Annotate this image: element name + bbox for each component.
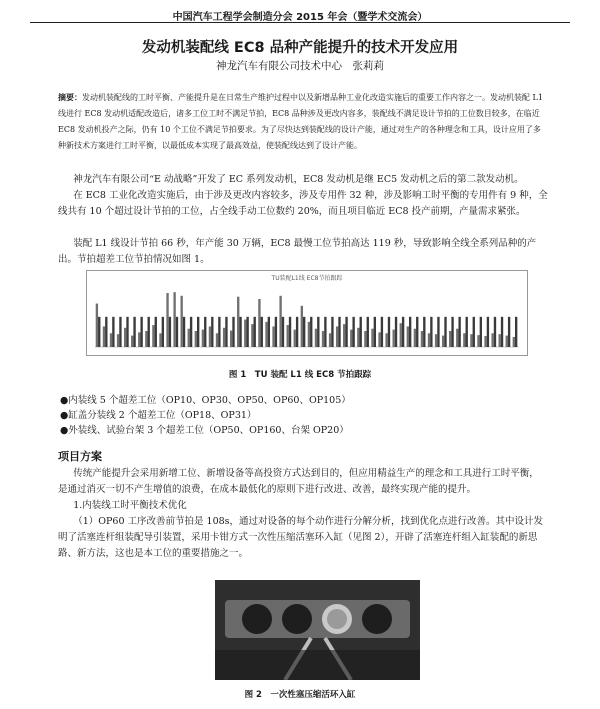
chart-bar bbox=[152, 325, 154, 347]
chart-bar bbox=[112, 317, 114, 347]
chart-bar bbox=[477, 335, 479, 347]
chart-bar bbox=[239, 317, 241, 347]
chart-bar bbox=[225, 317, 227, 347]
chart-bar bbox=[449, 331, 451, 347]
chart-bar bbox=[409, 317, 411, 347]
chart-bar bbox=[435, 334, 437, 347]
chart-bar bbox=[105, 317, 107, 347]
chart-bar bbox=[98, 317, 100, 347]
chart-bar bbox=[237, 297, 239, 347]
list-item: ●外装线、试验台架 3 个超差工位（OP50、OP160、台架 OP20） bbox=[60, 425, 349, 436]
chart-bar bbox=[456, 329, 458, 347]
chart-bar bbox=[131, 336, 133, 347]
chart-bar bbox=[124, 328, 126, 347]
chart-bar bbox=[202, 330, 204, 347]
chart-bar bbox=[148, 317, 150, 347]
chart-bar bbox=[166, 293, 168, 347]
chart-bar bbox=[197, 317, 199, 347]
chart-title: TU装配L1线 EC8节拍跟踪 bbox=[271, 275, 343, 282]
chart-bar bbox=[374, 317, 376, 347]
chart-bar bbox=[499, 334, 501, 347]
chart-bar bbox=[494, 317, 496, 347]
chart-bar bbox=[310, 317, 312, 347]
chart-bar bbox=[155, 317, 157, 347]
paragraph-2: 在 EC8 工业化改造实施后，由于涉及更改内容较多，涉及专用件 32 种，涉及影响工时平衡的专用件有 9 种，全线共有 10 个超过设计节拍的工位，占全线手动工位数约 20%，而且项目临近 EC8 投产前期，产量需求紧张。 bbox=[58, 190, 548, 217]
chart-bar bbox=[388, 317, 390, 347]
chart-bar bbox=[484, 336, 486, 347]
chart-bar bbox=[258, 299, 260, 347]
chart-bar bbox=[145, 331, 147, 347]
chart-bar bbox=[395, 317, 397, 347]
chart-bar bbox=[103, 326, 105, 347]
chart-bar bbox=[338, 317, 340, 347]
chart-bar bbox=[244, 320, 246, 347]
chart-bar bbox=[421, 331, 423, 347]
chart-bar bbox=[188, 329, 190, 347]
chart-bar bbox=[331, 317, 333, 347]
section-title: 项目方案 bbox=[58, 450, 102, 463]
chart-bar bbox=[275, 317, 277, 347]
chart-bar bbox=[430, 317, 432, 347]
chart-bar bbox=[487, 317, 489, 347]
chart-bar bbox=[400, 323, 402, 347]
chart-bar bbox=[381, 317, 383, 347]
chart-bar bbox=[352, 317, 354, 347]
chart-bar bbox=[336, 326, 338, 347]
chart-bar bbox=[378, 332, 380, 347]
chart-bar bbox=[265, 322, 267, 347]
chart-bar bbox=[515, 317, 517, 347]
chart-bar bbox=[451, 317, 453, 347]
list-item: ●内装线 5 个超差工位（OP10、OP30、OP50、OP60、OP105） bbox=[60, 395, 351, 406]
chart-bar bbox=[322, 331, 324, 347]
chart-bar bbox=[110, 333, 112, 347]
chart-bar bbox=[117, 334, 119, 347]
chart-bar bbox=[246, 317, 248, 347]
chart-bar bbox=[279, 296, 281, 347]
abstract-text: 发动机装配线的工时平衡、产能提升是在日常生产维护过程中以及新增品种工业化改造实施后的重要工作内容之一。发动机装配 L1 线进行 EC8 发动机适配改造后，诸多工位工时不满足节拍，EC8 品种涉及更改内容多，装配线不满足设计节拍的工位数目较多，在临近 EC8 发动机投产之际，仍有 10 个工位不满足节拍要求。为了尽快达到装配线的设计产能，通过对生产的各种理念和工具，设计应用了多种新技术方案进行工时平衡，以最低成本实现了最高效益，使装配线达到了设计产能。 bbox=[58, 93, 543, 150]
chart-bar bbox=[272, 326, 274, 347]
paper-author: 神龙汽车有限公司技术中心 张莉莉 bbox=[216, 60, 384, 72]
chart-bar bbox=[119, 317, 121, 347]
chart-bar bbox=[140, 317, 142, 347]
chart-bar bbox=[423, 317, 425, 347]
paragraph-4: 传统产能提升会采用新增工位、新增设备等高投资方式达到目的，但应用精益生产的理念和工具进行工时平衡，是通过消灭一切不产生增值的浪费，在成本最低化的原则下进行改进、改善，最终实现产能的提升。 bbox=[58, 468, 539, 495]
chart-bar bbox=[357, 328, 359, 347]
chart-svg bbox=[87, 271, 527, 355]
chart-bar bbox=[301, 306, 303, 347]
chart-bar bbox=[367, 317, 369, 347]
list-item: ●缸盖分装线 2 个超差工位（OP18、OP31） bbox=[60, 410, 257, 421]
chart-bar bbox=[343, 324, 345, 347]
chart-bar bbox=[463, 333, 465, 347]
chart-bar bbox=[385, 333, 387, 347]
paragraph-5: 1.内装线工时平衡技术优化 bbox=[73, 500, 187, 511]
chart-bar bbox=[204, 317, 206, 347]
paragraph-1: 神龙汽车有限公司“E 动战略”开发了 EC 系列发动机，EC8 发动机是继 EC5 发动机之后的第二款发动机。 bbox=[73, 174, 524, 185]
chart-bar bbox=[407, 326, 409, 347]
chart-bar bbox=[501, 317, 503, 347]
chart-bar bbox=[183, 317, 185, 347]
chart-bar bbox=[324, 317, 326, 347]
chart-bar bbox=[308, 322, 310, 347]
chart-bar bbox=[480, 317, 482, 347]
chart-bar bbox=[317, 317, 319, 347]
chart-bar bbox=[289, 317, 291, 347]
chart-bar bbox=[216, 333, 218, 347]
chart-bar bbox=[230, 331, 232, 347]
chart-bar bbox=[209, 326, 211, 347]
chart-bar bbox=[360, 317, 362, 347]
chart-bar bbox=[470, 334, 472, 347]
chart-bar bbox=[126, 317, 128, 347]
chart-bar bbox=[466, 317, 468, 347]
chart-bar bbox=[181, 296, 183, 347]
chart-bar bbox=[176, 317, 178, 347]
chart-bar bbox=[393, 330, 395, 347]
chart-bar bbox=[282, 317, 284, 347]
piston-assembly-photo bbox=[215, 580, 420, 680]
chart-bar bbox=[350, 330, 352, 347]
chart-bar bbox=[294, 330, 296, 347]
paper-title: 发动机装配线 EC8 品种产能提升的技术开发应用 bbox=[141, 40, 459, 56]
cycle-time-chart bbox=[86, 270, 528, 356]
chart-bar bbox=[428, 333, 430, 347]
chart-bar bbox=[254, 317, 256, 347]
chart-bar bbox=[414, 329, 416, 347]
chart-bar bbox=[169, 317, 171, 347]
chart-bar bbox=[173, 292, 175, 347]
chart-bar bbox=[458, 317, 460, 347]
chart-bar bbox=[345, 317, 347, 347]
conference-header: 中国汽车工程学会制造分会 2015 年会（暨学术交流会） bbox=[172, 12, 428, 23]
paragraph-3: 装配 L1 线设计节拍 66 秒，年产能 30 万辆，EC8 最慢工位节拍高达 119 秒，导致影响全线全系列品种的产出。节拍超差工位节拍情况如图 1。 bbox=[58, 238, 537, 265]
chart-bar bbox=[444, 317, 446, 347]
chart-bar bbox=[491, 333, 493, 347]
chart-bar bbox=[138, 332, 140, 347]
header-divider bbox=[30, 22, 570, 23]
piston-photo-illustration bbox=[215, 580, 420, 680]
chart-bar bbox=[296, 317, 298, 347]
chart-bar bbox=[442, 336, 444, 347]
chart-bar bbox=[211, 317, 213, 347]
abstract bbox=[58, 90, 548, 154]
chart-bar bbox=[364, 331, 366, 347]
abstract-label: 摘要： bbox=[58, 93, 82, 102]
chart-bar bbox=[232, 317, 234, 347]
chart-bar bbox=[508, 317, 510, 347]
chart-bar bbox=[303, 317, 305, 347]
chart-bar bbox=[329, 333, 331, 347]
chart-bar bbox=[261, 317, 263, 347]
chart-bar bbox=[195, 331, 197, 347]
chart-bar bbox=[416, 317, 418, 347]
chart-bar bbox=[190, 317, 192, 347]
chart-bar bbox=[268, 317, 270, 347]
chart-bar bbox=[287, 325, 289, 347]
chart-bar bbox=[371, 329, 373, 347]
chart-bar bbox=[437, 317, 439, 347]
chart-bar bbox=[162, 317, 164, 347]
chart-bar bbox=[96, 304, 98, 347]
chart-bar bbox=[513, 337, 515, 347]
figure-2-caption: 图 2 一次性塞压缩活环入缸 bbox=[244, 690, 356, 700]
chart-bar bbox=[133, 317, 135, 347]
chart-bar bbox=[473, 317, 475, 347]
chart-bar bbox=[315, 329, 317, 347]
chart-bar bbox=[159, 333, 161, 347]
paragraph-6: （1）OP60 工序改善前节拍是 108s，通过对设备的每个动作进行分解分析，找到优化点进行改善。其中设计发明了活塞连杆组装配导引装置，采用卡钳方式一次性压缩活塞环入缸（见图 2），开辟了活塞连杆组入缸装配的新思路、新方法，这也是本工位的重要措施之一。 bbox=[58, 516, 544, 559]
chart-bar bbox=[251, 324, 253, 347]
chart-bar bbox=[506, 336, 508, 347]
figure-1-caption: 图 1 TU 装配 L1 线 EC8 节拍跟踪 bbox=[228, 370, 372, 380]
chart-bar bbox=[402, 317, 404, 347]
overtime-station-list bbox=[60, 393, 540, 438]
chart-bar bbox=[218, 317, 220, 347]
chart-bar bbox=[223, 328, 225, 347]
